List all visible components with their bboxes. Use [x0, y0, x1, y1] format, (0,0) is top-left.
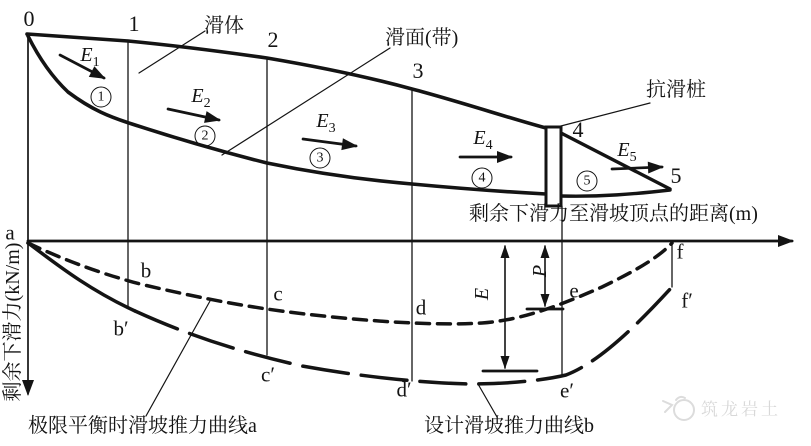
- anti-slide-pile-shape: [546, 127, 561, 206]
- force-e4-sub: 4: [485, 138, 493, 153]
- force-e2-sub: 2: [203, 96, 211, 111]
- force-e1-base: E: [80, 44, 93, 66]
- leader-slide-body: [139, 31, 205, 73]
- y-axis-title: 剩余下滑力(kN/m): [2, 242, 24, 402]
- x-axis-title: 剩余下滑力至滑坡顶点的距离(m): [469, 203, 758, 225]
- watermark-text: 筑龙岩土: [701, 400, 781, 419]
- section-point-2: 2: [267, 27, 279, 52]
- force-arrow-e2: [168, 109, 219, 120]
- zone-circle-2: 2: [195, 126, 216, 147]
- force-label-e2: [191, 85, 211, 111]
- curve-b-point-c: c′: [261, 362, 275, 387]
- leader-pile: [557, 103, 650, 127]
- slide-body-label: 滑体: [204, 15, 244, 37]
- curve-b-point-d: d′: [396, 377, 412, 402]
- curve-a-point-b: b: [140, 258, 152, 283]
- force-label-e1: [80, 44, 100, 70]
- section-point-3: 3: [412, 58, 424, 83]
- slip-surface-after-pile: [561, 190, 670, 196]
- curve-a-caption: 极限平衡时滑坡推力曲线a: [28, 415, 257, 437]
- force-e2-base: E: [191, 85, 204, 107]
- dimension-label-P: P: [529, 264, 551, 278]
- force-label-e3: [316, 110, 336, 136]
- curve-b-caption: 设计滑坡推力曲线b: [424, 415, 594, 437]
- dimension-label-E: E: [471, 287, 493, 301]
- force-arrow-e5: [612, 167, 662, 169]
- section-point-1: 1: [128, 11, 140, 36]
- curve-a-point-e: e: [569, 278, 579, 303]
- curve-a-point-f: f: [676, 239, 684, 264]
- force-e3-base: E: [316, 110, 329, 132]
- zone-circle-4: 4: [472, 168, 493, 189]
- curve-a-point-c: c: [273, 281, 283, 306]
- zone-circle-3: 3: [310, 148, 331, 169]
- origin-point-label: a: [5, 220, 15, 245]
- curve-b-point-b: b′: [113, 316, 129, 341]
- curve-b-point-f: f′: [681, 288, 693, 313]
- force-e5-sub: 5: [629, 150, 637, 165]
- force-e3-sub: 3: [328, 121, 336, 136]
- slip-surface-label: 滑面(带): [385, 27, 459, 49]
- watermark-logo: [663, 397, 694, 420]
- force-label-e5: [617, 139, 637, 165]
- leader-curve-b: [478, 384, 497, 417]
- section-point-4: 4: [572, 117, 584, 142]
- force-e5-base: E: [617, 139, 630, 161]
- zone-circle-1: 1: [91, 87, 112, 108]
- curve-a-point-d: d: [415, 295, 427, 320]
- curve-b-point-e: e′: [560, 378, 574, 403]
- force-label-e4: [473, 127, 493, 153]
- section-point-0: 0: [23, 6, 35, 31]
- zone-circle-5: 5: [577, 171, 598, 192]
- force-e4-base: E: [473, 127, 486, 149]
- anti-slide-pile-label: 抗滑桩: [646, 79, 706, 101]
- section-point-5: 5: [670, 163, 682, 188]
- force-e1-sub: 1: [92, 55, 100, 70]
- force-arrow-e3: [303, 139, 356, 146]
